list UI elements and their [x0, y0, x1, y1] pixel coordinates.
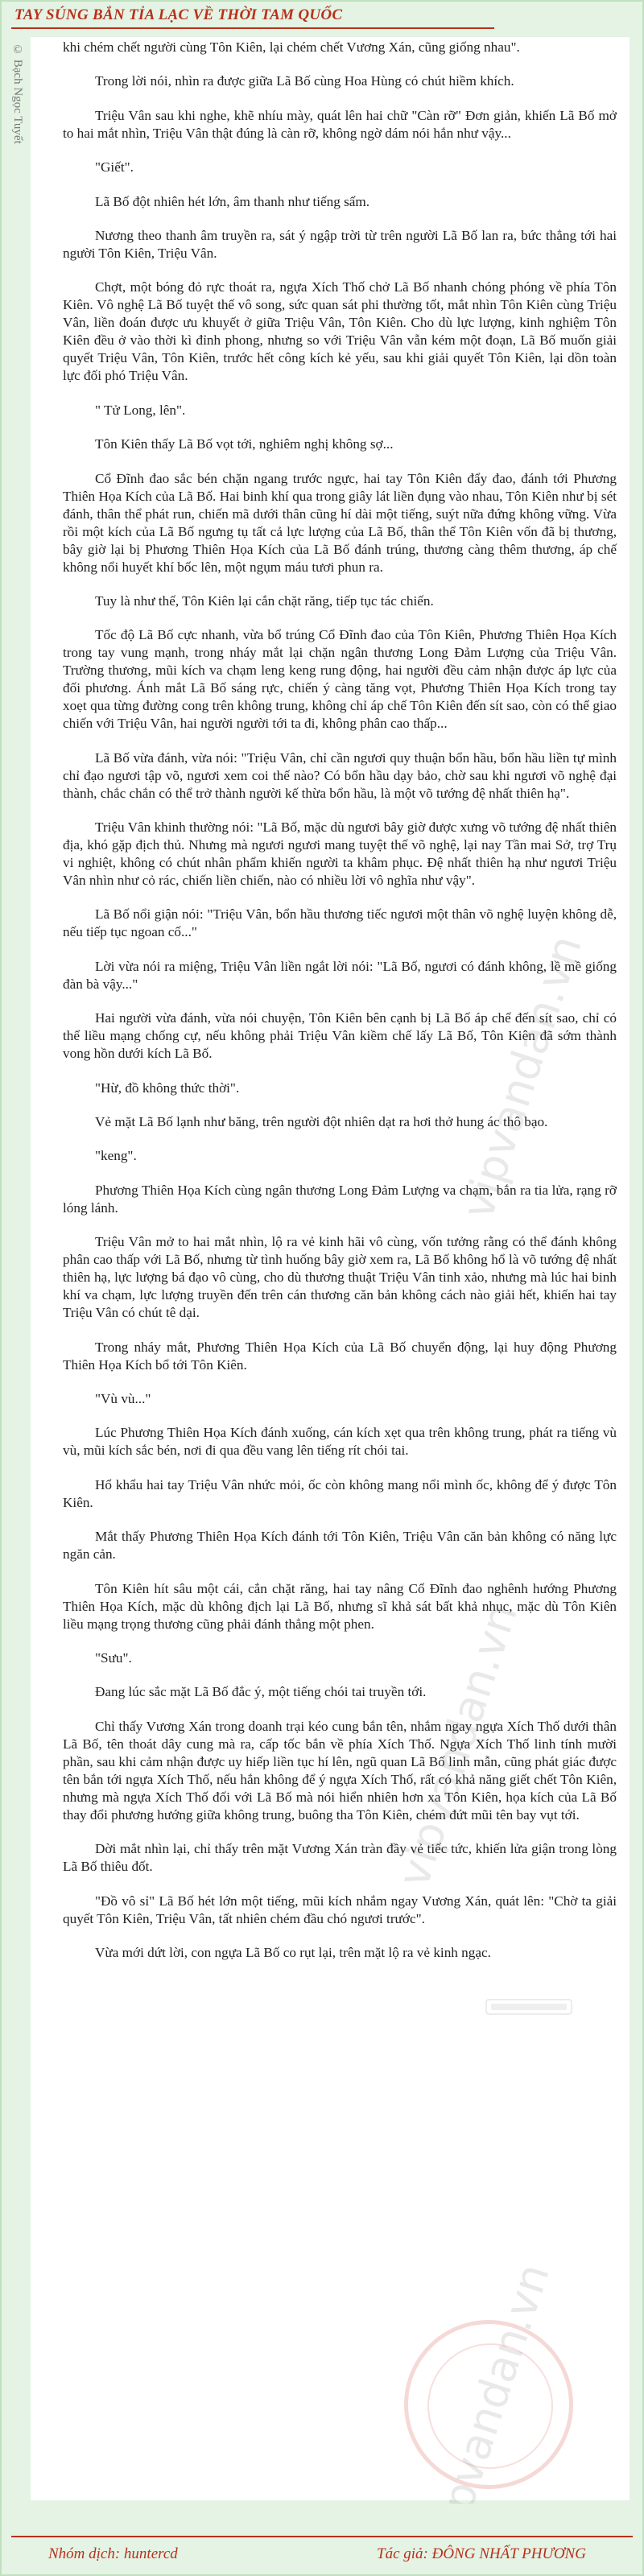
paragraph: Nương theo thanh âm truyền ra, sát ý ngập trời từ trên người Lã Bố lan ra, bức thẳng tới hai người Tôn Kiên, Triệu Vân. — [63, 227, 617, 261]
paragraph: Tôn Kiên hít sâu một cái, cắn chặt răng, hai tay nâng Cổ Đĩnh đao nghênh hướng Phương Thiên Họa Kích, mặc dù không địch lại Lã Bố, nhưng sĩ khả sát bất khả nhục, mặc dù Tôn Kiên liều mạng trọng thương cũng phải đánh thẳng một phen. — [63, 1580, 617, 1632]
paragraph: Đang lúc sắc mặt Lã Bố đắc ý, một tiếng chói tai truyền tới. — [95, 1684, 427, 1700]
author-credit: Tác giả: ĐÔNG NHẤT PHƯƠNG — [377, 2545, 586, 2562]
paragraph: " Tử Long, lên". — [95, 402, 186, 418]
paragraph: Lã Bố đột nhiên hét lớn, âm thanh như tiếng sấm. — [95, 193, 370, 209]
paragraph: Hổ khẩu hai tay Triệu Vân nhức mỏi, ốc còn không mang nổi mình ốc, không để ý được Tôn Kiên. — [63, 1476, 617, 1510]
paragraph: Mắt thấy Phương Thiên Họa Kích đánh tới Tôn Kiên, Triệu Vân căn bản không có năng lực ngăn cản. — [63, 1529, 617, 1563]
footer-divider — [11, 2536, 633, 2537]
paragraph: Lời vừa nói ra miệng, Triệu Vân liền ngắt lời nói: "Lã Bố, ngươi có đánh không, lề mề giống đàn bà vậy..." — [63, 958, 617, 992]
paragraph: "keng". — [95, 1148, 137, 1164]
paragraph: Lã Bố vừa đánh, vừa nói: "Triệu Vân, chỉ cần ngươi quy thuận bổn hầu, bổn hầu liền tự mình chỉ đạo ngươi tập võ, ngươi xem coi thế nào? Có bổn hầu dạy bảo, chờ sau khi ngươi võ nghệ đại thành, chắc chắn có thể trở thành người kế thừa bổn hầu, là một võ tướng đệ nhất thiên hạ". — [63, 749, 617, 801]
paragraph: Triệu Vân mở to hai mắt nhìn, lộ ra vẻ kinh hãi vô cùng, vốn tưởng rằng có thể đánh không phân cao thấp với Lã Bố, nhưng từ tình huống bây giờ xem ra, Lã Bố không hổ là võ tướng đệ nhất thiên hạ, lực lượng bá đạo vô cùng, cho dù thương thuật Triệu Vân tinh xảo, nhưng mà lúc hai binh khí va chạm, lực lượng truyền đến trên cán thương căn bản không cách nào giải hết, khiến hai tay Triệu Vân có chút tê dại. — [63, 1234, 617, 1321]
paragraph: Phương Thiên Họa Kích cùng ngân thương Long Đảm Lượng va chạm, bắn ra tia lửa, rạng rỡ lóng lánh. — [63, 1182, 617, 1216]
paragraph: Triệu Vân sau khi nghe, khẽ nhíu mày, quát lên hai chữ "Càn rỡ" Đơn giản, khiến Lã Bố mở to hai mắt nhìn, Triệu Vân thật đúng là càn rỡ, không ngờ dám nói hắn như vậy... — [63, 107, 617, 141]
paragraph: Dời mắt nhìn lại, chỉ thấy trên mặt Vương Xán tràn đầy vẻ tiếc tức, khiến lửa giận trong lòng Lã Bố thiêu đốt. — [63, 1841, 617, 1875]
paragraph: "Sưu". — [95, 1649, 132, 1666]
story-title: TAY SÚNG BẮN TỈA LẠC VỀ THỜI TAM QUỐC — [14, 6, 343, 23]
paragraph: "Vù vù..." — [95, 1390, 151, 1406]
paragraph: "Hừ, đồ không thức thời". — [95, 1080, 240, 1096]
paragraph: "Giết". — [95, 159, 134, 175]
paragraph: Tốc độ Lã Bố cực nhanh, vừa bổ trúng Cổ Đĩnh đao của Tôn Kiên, Phương Thiên Họa Kích trong tay vung mạnh, trong nháy mắt lại chặn ngân thương Long Đảm Lượng của Triệu Vân. Trường thương, mũi kích va chạm leng keng rung động, hai người đều cảm nhận được áp lực của đối phương. Ánh mắt Lã Bố sáng rực, chiến ý càng tăng vọt, Phương Thiên Họa Kích trong tay xoẹt qua từng đường cong trên không trung, không chỉ áp chế Tôn Kiên đến sít sao, còn có thể giao chiến với Triệu Vân, hai người người tới ta đi, không phân cao thấp... — [63, 627, 617, 732]
paragraph: Tuy là như thế, Tôn Kiên lại cắn chặt răng, tiếp tục tác chiến. — [95, 592, 434, 609]
paragraph: Lã Bố nổi giận nói: "Triệu Vân, bổn hầu thương tiếc ngươi một thân võ nghệ luyện không dễ, nếu tiếp tục ngoan cố..." — [63, 906, 617, 940]
paragraph: Vẻ mặt Lã Bố lạnh như băng, trên người đột nhiên dạt ra hơi thở hung ác thô bạo. — [95, 1114, 548, 1130]
paragraph: Lúc Phương Thiên Họa Kích đánh xuống, cán kích xẹt qua trên không trung, phát ra tiếng vù vù, mũi kích sắc bén, nơi đi qua đều vang lên tiếng rít chói tai. — [63, 1425, 617, 1459]
paragraph: Hai người vừa đánh, vừa nói chuyện, Tôn Kiên bên cạnh bị Lã Bố áp chế đến sít sao, chỉ có thể liều mạng chống cự, nếu không phải Triệu Vân kiềm chế lấy Lã Bố, Tôn Kiên đã sớm thành vong hồn dưới kích Lã Bố. — [63, 1010, 617, 1062]
paragraph: Cổ Đĩnh đao sắc bén chặn ngang trước ngực, hai tay Tôn Kiên đẩy đao, đánh tới Phương Thiên Họa Kích của Lã Bố. Hai binh khí qua trong giây lát liền đụng vào nhau, Tôn Kiên như bị sét đánh, thân thể phát run, chiến mã dưới thân cũng hí dài một tiếng, suýt nữa đứng không vững. Vừa rồi một kích của Lã Bố ngưng tụ tất cả lực lượng của Lã Bố, thân thể Tôn Kiên vốn đã bị thương, bây giờ lại bị Phương Thiên Họa Kích của Lã Bố đánh trúng, thương càng thêm thương, áp chế không nổi huyết khí bốc lên, một ngụm máu tươi phun ra. — [63, 470, 617, 575]
header — [2, 2, 642, 31]
paragraph: Trong lời nói, nhìn ra được giữa Lã Bố cùng Hoa Hùng có chút hiềm khích. — [95, 73, 514, 89]
chapter-content — [31, 37, 630, 2500]
paragraph: Chỉ thấy Vương Xán trong doanh trại kéo cung bắn tên, nhắm ngay ngựa Xích Thố dưới thân Lã Bố, tên thoát dây cung mà ra, cấp tốc bắn về phía Xích Thố. Ngựa Xích Thố linh tính mười phần, sau khi cảm nhận được uy hiếp liền tục hí lên, ngũ quan Lã Bố linh mẫn, cũng phát giác được tên bắn tới ngựa Xích Thố, nếu hắn không để ý ngựa Xích Thố, rất có khả năng giết chết Tôn Kiên, nhưng mà ngựa Xích Thố đối với Lã Bố mà nói hiển nhiên hơn xa Tôn Kiên, họa kích của Lã Bố thay đổi phương hướng giữa không trung, buông tha Tôn Kiên, chém đứt mũi tên bay vụt tới. — [63, 1718, 617, 1823]
paragraph: Trong nháy mắt, Phương Thiên Họa Kích của Lã Bố chuyển động, lại huy động Phương Thiên Họa Kích bổ tới Tôn Kiên. — [63, 1339, 617, 1373]
paragraph: Chợt, một bóng đỏ rực thoát ra, ngựa Xích Thố chở Lã Bố nhanh chóng phóng về phía Tôn Kiên. Vô nghệ Lã Bố tuyệt thế vô song, sức quan sát phi thường tốt, mắt nhìn Tôn Kiên cùng Triệu Vân, liền đoán được ưu khuyết ở giữa Triệu Vân, Tôn Kiên. Cho dù lực lượng, kinh nghiệm Tôn Kiên đều ở vào thời kì đỉnh phong, nhưng so với Triệu Vân vẫn kém một đoạn, Lã Bố muốn giải quyết Triệu Vân, Tôn Kiên, trước hết công kích kẻ yếu, sau khi giải quyết Tôn Kiên, lại dồn toàn lực đối phó Triệu Vân. — [63, 279, 617, 384]
paragraph: Vừa mới dứt lời, con ngựa Lã Bố co rụt lại, trên mặt lộ ra vẻ kinh ngạc. — [95, 1944, 491, 1960]
paragraph: khi chém chết người cùng Tôn Kiên, lại chém chết Vương Xán, cũng giống nhau". — [63, 39, 520, 55]
side-credit: © Bạch Ngọc Tuyết — [11, 43, 24, 144]
paragraph: "Đồ vô sỉ" Lã Bố hét lớn một tiếng, mũi kích nhắm ngay Vương Xán, quát lên: "Chờ ta giải quyết Tôn Kiên, Triệu Vân, tất nhiên chém đầu chó ngươi trước". — [63, 1893, 617, 1926]
paragraph: Triệu Vân khinh thường nói: "Lã Bố, mặc dù ngươi bây giờ được xưng võ tướng đệ nhất thiên địa, khó gặp địch thủ. Nhưng mà ngươi ngươi mang tuyệt thế võ nghệ, lại nay Tần mai Sở, trợ Trụ vi nghiệt, không có chút nhân phẩm khiến người ta khâm phục. Đệ nhất thiên hạ như ngươi Triệu Vân nhìn như cỏ rác, chiến liền chiến, nào có nhiều lời vô nghĩa như vậy". — [63, 819, 617, 889]
paragraph: Tôn Kiên thấy Lã Bố vọt tới, nghiêm nghị không sợ... — [95, 436, 394, 452]
footer — [2, 2504, 642, 2574]
header-divider — [11, 27, 494, 29]
translator-credit: Nhóm dịch: huntercd — [48, 2545, 178, 2562]
